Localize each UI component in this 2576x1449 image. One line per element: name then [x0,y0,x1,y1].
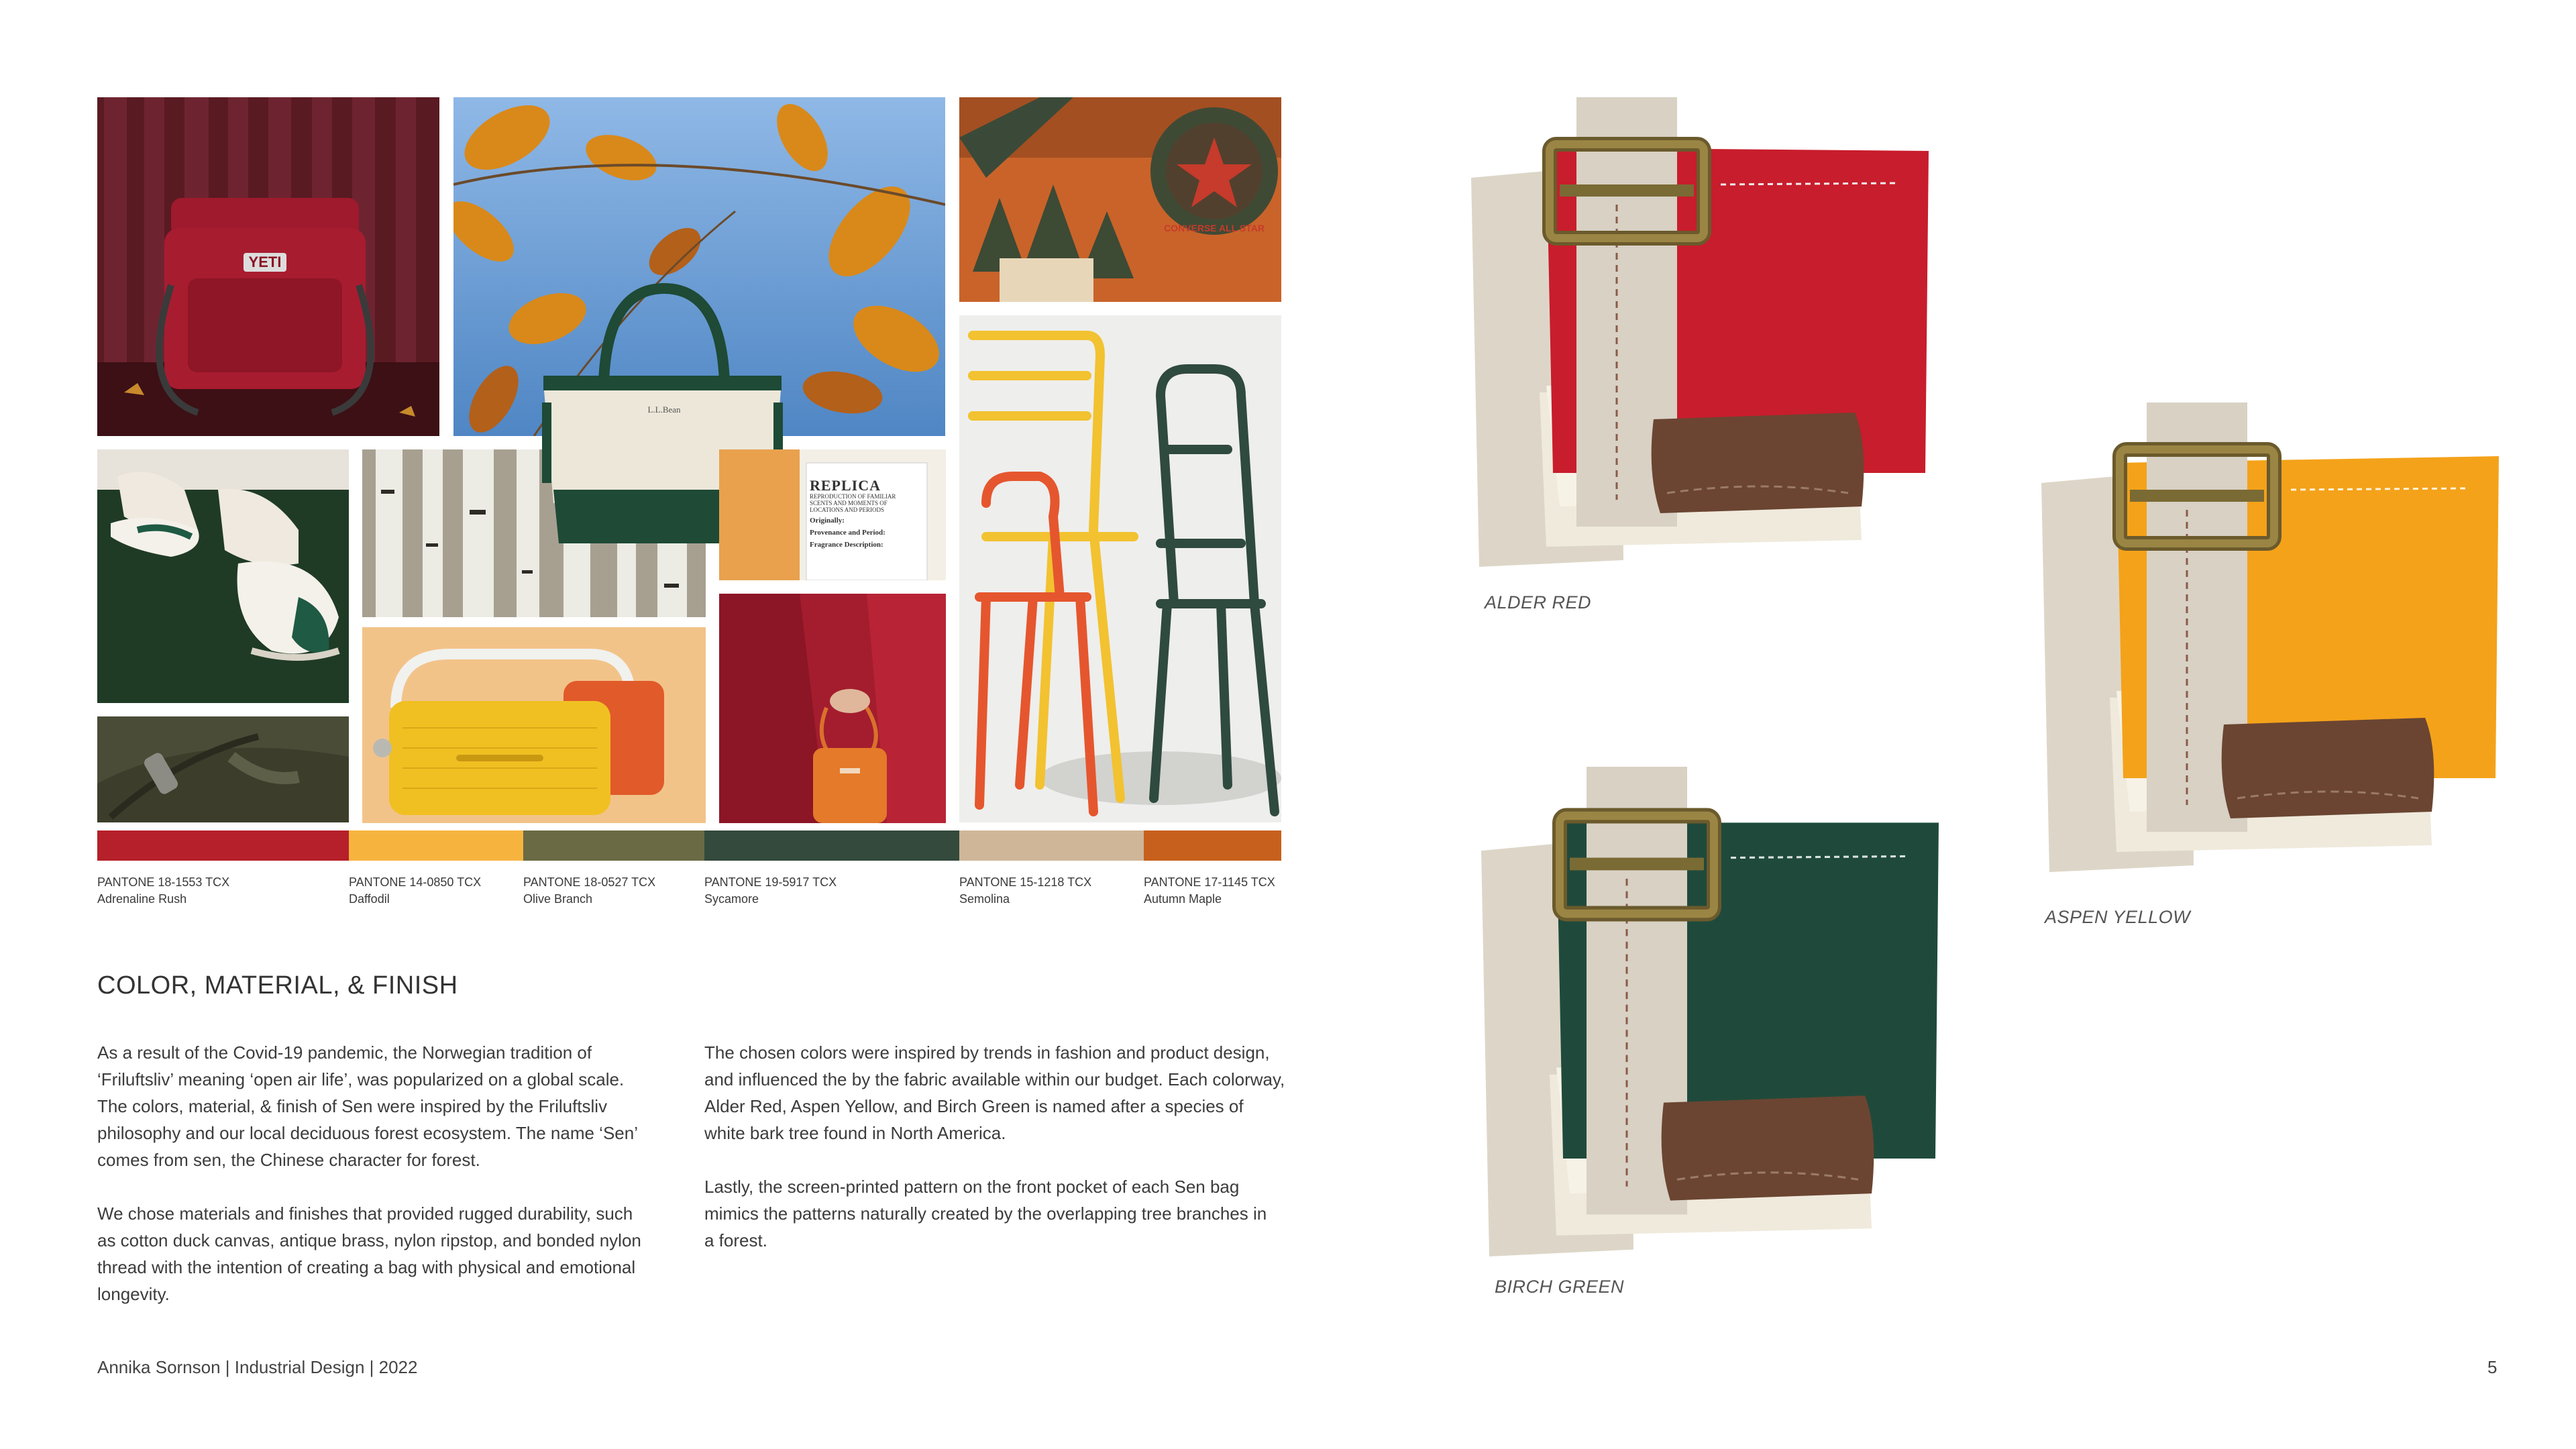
body-paragraph: As a result of the Covid-19 pandemic, the Norwegian tradition of ‘Friluftsliv’ meaning ‘open air life’, was popularized on a global scale. The colors, material, & finish of Sen were inspired by the Friluftsliv philosophy and our local deciduous forest ecosystem. The name ‘Sen’ comes from sen, the Chinese character for forest. [97,1042,638,1170]
yeti-logo: YETI [248,254,282,270]
photo-olive-zipper [97,716,349,822]
pantone-code: PANTONE 18-1553 TCX [97,875,230,889]
palette-label [959,874,1091,908]
pantone-name: Daffodil [349,892,390,906]
photo-yeti-cooler [97,97,439,436]
photo-sneakers [97,449,349,703]
photo-chairs [959,315,1281,822]
ll-bean-logo: L.L.Bean [647,405,681,415]
fabric-swatch-alder-red [1466,97,1935,567]
pantone-name: Autumn Maple [1144,892,1222,906]
body-paragraph: We chose materials and finishes that provided rugged durability, such as cotton duck canvas, antique brass, nylon ripstop, and bonded nylon thread with the intention of creating a bag with physical and emotional longevity. [97,1203,641,1304]
photo-yellow-speaker [362,627,706,823]
palette-swatch-daffodil [349,830,523,861]
palette-label [1144,874,1275,908]
pantone-code: PANTONE 17-1145 TCX [1144,875,1275,889]
palette-label [97,874,229,908]
photo-replica-perfume [719,449,946,580]
fabric-swatch-aspen-yellow [2036,402,2506,872]
replica-label [810,478,924,549]
pantone-name: Semolina [959,892,1010,906]
body-paragraph: The chosen colors were inspired by trends in fashion and product design, and influenced the by the fabric available within our budget. Each colorway, Alder Red, Aspen Yellow, and Birch Green is named after a species of white bark tree found in North America. [704,1042,1285,1143]
body-paragraph: Lastly, the screen-printed pattern on the front pocket of each Sen bag mimics the patterns naturally created by the overlapping tree branches in a forest. [704,1177,1267,1250]
pantone-code: PANTONE 18-0527 TCX [523,875,656,889]
replica-title: REPLICA [810,477,881,494]
replica-line: Fragrance Description: [810,541,883,549]
photo-converse-patch [959,97,1281,302]
palette-swatch-autumn-maple [1144,830,1281,861]
swatch-label-alder-red: ALDER RED [1485,592,1592,612]
pantone-code: PANTONE 19-5917 TCX [704,875,837,889]
pantone-code: PANTONE 14-0850 TCX [349,875,482,889]
footer-credit: Annika Sornson | Industrial Design | 2022 [97,1357,418,1377]
page-number: 5 [2487,1357,2498,1377]
replica-line: Provenance and Period: [810,528,885,537]
swatch-label-birch-green: BIRCH GREEN [1495,1277,1625,1297]
section-title: COLOR, MATERIAL, & FINISH [97,971,458,1000]
pantone-name: Adrenaline Rush [97,892,187,906]
pantone-name: Olive Branch [523,892,593,906]
replica-line: Originally: [810,516,845,525]
fabric-swatch-birch-green [1476,767,1945,1256]
pantone-name: Sycamore [704,892,759,906]
swatch-label-aspen-yellow: ASPEN YELLOW [2045,907,2191,927]
replica-line: REPRODUCTION OF FAMILIAR [810,493,896,500]
palette-swatch-olive-branch [523,830,704,861]
palette-label [349,874,481,908]
palette-label [704,874,837,908]
photo-red-coat [719,594,946,823]
converse-badge-text: CONVERSE ALL STAR [1164,223,1265,233]
palette-swatch-semolina [959,830,1144,861]
palette-swatch-sycamore [704,830,959,861]
palette-label [523,874,655,908]
replica-line: SCENTS AND MOMENTS OF [810,500,888,507]
replica-line: LOCATIONS AND PERIODS [810,506,885,513]
pantone-code: PANTONE 15-1218 TCX [959,875,1092,889]
palette-swatch-adrenaline-rush [97,830,349,861]
